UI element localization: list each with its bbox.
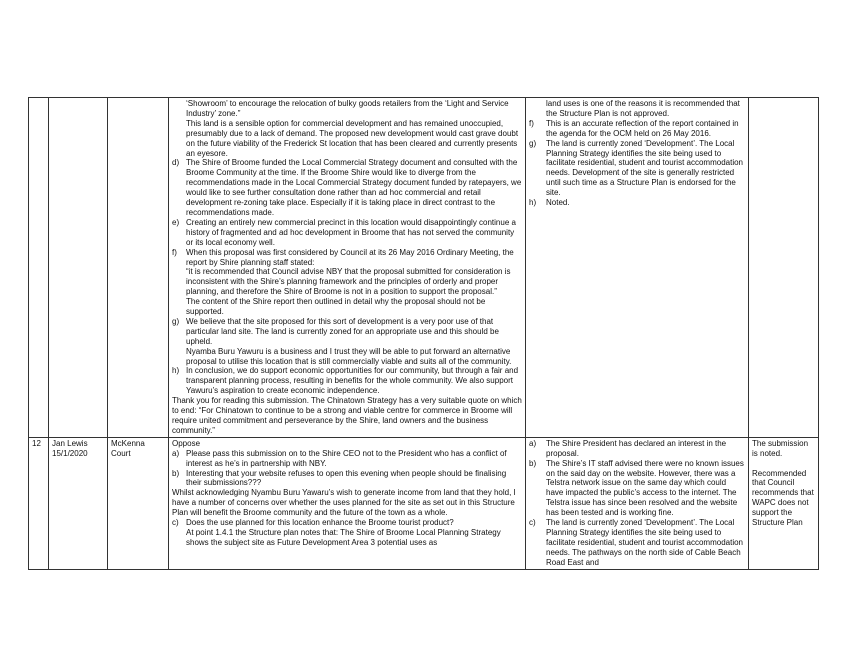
item-label: a) [172,448,180,458]
submissions-table-page [28,97,818,567]
item-text: We believe that the site proposed for this sort of development is a very poor use of that particular land site. The land is currently zoned for an appropriate use and this should be upheld. [186,316,499,346]
item-label: e) [172,217,180,227]
table-row [29,437,819,569]
number-cell: 12 [29,437,49,569]
item-label: h) [529,198,537,208]
item-text: The Shire’s IT staff advised there were no known issues on the said day on the website. However, there was a Telstra network issue on the same day which could have impacted the public’s access to the internet. The Telstra issue has since been resolved and the website has been tested and is working fine. [546,458,744,518]
response-item [529,119,745,139]
name-cell [49,98,108,438]
response-item [529,198,745,208]
item-label: g) [172,316,180,326]
response-item [529,439,745,459]
response-item [529,459,745,518]
item-quote: “it is recommended that Council advise NBY that the proposal submitted for consideration is inconsistent with the Shire’s planning framework and the principles of orderly and proper planning, and therefore the Shire of Broome is not in a position to support the proposal.” [186,267,511,297]
submission-item [172,317,522,367]
address-cell: McKenna Court [108,437,169,569]
table-row [29,98,819,438]
response-item [529,139,745,198]
submission-item [172,218,522,248]
response-cell [526,98,749,438]
item-text: Nyamba Buru Yawuru is a business and I trust they will be able to put forward an alternative proposal to utilise this location that is still commercially viable and suits all of the community. [186,346,512,366]
recommendation-text: The submission is noted. [752,438,809,458]
submission-stance: Oppose [172,438,201,448]
item-text: This is an accurate reflection of the report contained in the agenda for the OCM held on 26 May 2016. [546,118,739,138]
submission-item [172,518,522,528]
submission-date: 15/1/2020 [52,448,88,458]
item-label: c) [172,518,179,528]
item-label: h) [172,366,180,376]
submissions-table [28,97,819,570]
item-text: Please pass this submission on to the Shire CEO not to the President who has a conflict of interest as he’s in partnership with NBY. [186,448,507,468]
item-text: The content of the Shire report then outlined in detail why the proposal should not be supported. [186,297,486,317]
name-cell [49,437,108,569]
item-text: In conclusion, we do support economic opportunities for our community, but through a fair and transparent planning process, resulting in benefits for the whole community. We also support Yawuru’s aspiration to create economic independence. [186,366,519,396]
submission-item [172,469,522,489]
response-item [529,518,745,568]
item-text: The land is currently zoned ‘Development’. The Local Planning Strategy identifies the site being used to facilitate residential, student and tourist accommodation needs. Development of the site is generally restricted until such time as a Structure Plan is endorsed for the site. [546,138,743,198]
submission-text: At point 1.4.1 the Structure plan notes that: The Shire of Broome Local Planning Strategy shows the subject site as Future Development Area 3 potential uses as [186,527,501,547]
submission-cell [169,437,526,569]
item-text: Noted. [546,198,570,208]
item-text: Creating an entirely new commercial precinct in this location would disappointingly continue a history of fragmented and ad hoc development in Broome that has not served the community or its local economy well. [186,217,516,247]
recommendation-cell [749,98,819,438]
item-text: The Shire President has declared an interest in the proposal. [546,438,727,458]
item-text: The land is currently zoned ‘Development’. The Local Planning Strategy identifies the site being used to facilitate residential, student and tourist accommodation needs. The pathways on the north side of Cable Beach Road East and [546,518,743,567]
item-text: Interesting that your website refuses to open this evening when people should be finalising their submissions??? [186,468,507,488]
submission-cell [169,98,526,438]
submission-item [172,366,522,396]
item-label: a) [529,438,537,448]
submission-item [172,449,522,469]
item-text: Does the use planned for this location enhance the Broome tourist product? [186,518,454,528]
submission-item [172,248,522,317]
item-label: f) [172,247,177,257]
item-text: The Shire of Broome funded the Local Commercial Strategy document and consulted with the Broome Community at the time. If the Broome Shire would like to diverge from the recommendations made in the Local Commercial Strategy document funded by ratepayers, we would like to see further consultation done rather than ad hoc commercial and retail development re-zoning take place. Especially if it is taking place in direct contrast to the recommendations made. [186,158,522,217]
response-text: land uses is one of the reasons it is recommended that the Structure Plan is not approved. [546,99,740,118]
item-label: d) [172,158,180,168]
item-text: When this proposal was first considered by Council at its 26 May 2016 Ordinary Meeting, the report by Shire planning staff stated: [186,247,514,267]
submission-closing: Thank you for reading this submission. The Chinatown Strategy has a very suitable quote on which to end: “For Chinatown to continue to be a strong and viable centre for commerce in Broome will require united commitment and perseverance by the Shire, land owners and the business community.” [172,396,522,435]
submission-text: This land is a sensible option for commercial development and has remained unoccupied, presumably due to a lack of demand. The proposed new development would cast grave doubt on the future viability of the Frederick St location that has been cleared and currently presents an eyesore. [186,118,519,158]
recommendation-text: Recommended that Council recommends that WAPC does not support the Structure Plan [752,468,814,528]
item-label: b) [172,468,180,478]
item-label: c) [529,518,536,528]
recommendation-cell [749,437,819,569]
number-cell [29,98,49,438]
submission-item [172,158,522,217]
item-label: f) [529,118,534,128]
item-label: b) [529,458,537,468]
response-cell [526,437,749,569]
item-label: g) [529,138,537,148]
address-cell [108,98,169,438]
submission-text: Whilst acknowledging Nyambu Buru Yawaru’s wish to generate income from land that they hold, I have a number of concerns over whether the uses planned for the site as set out in this Structure Plan will benefit the Broome community and the future of the town as a whole. [172,488,516,518]
submitter-name: Jan Lewis [52,438,88,448]
submission-text: ‘Showroom’ to encourage the relocation of bulky goods retailers from the ‘Light and Service Industry’ zone.” [186,99,509,118]
